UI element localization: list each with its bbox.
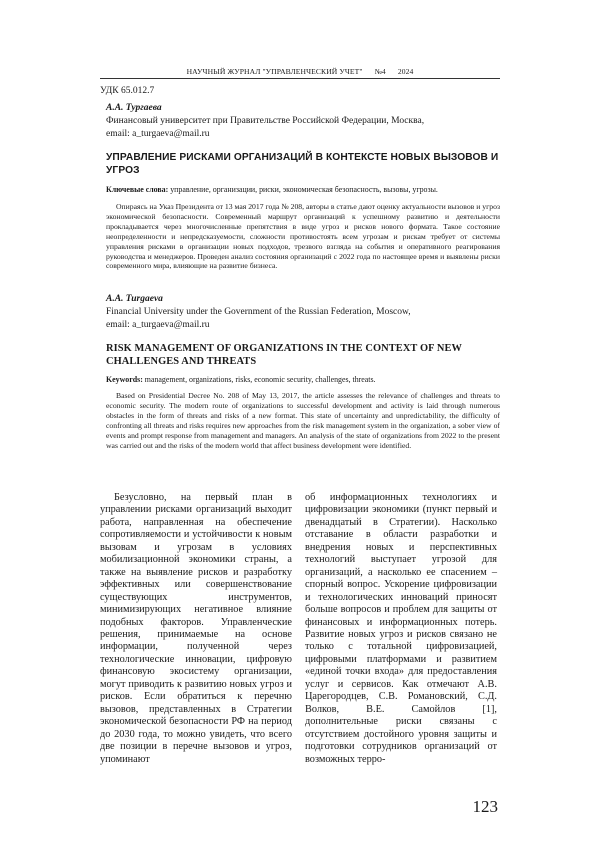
abstract-en: Based on Presidential Decree No. 208 of May 13, 2017, the article assesses the relevance of challenges and threats to economic security. The modern route of organizations to successful development and activity is laid through numerous obstacles in the form of threats and risks of a new format. This state of uncertainty and unpredictability, the difficulty of confronting all threats and risks requires new approaches from the risk management system in the organization, a sober view of events and prompt response from management and managers. An analysis of the state of organizations from 2022 to the present was carried out and the risks of the modern world that affect business development were identified.	[106, 391, 500, 450]
affiliation-ru-text: Финансовый университет при Правительстве Российской Федерации, Москва,	[106, 116, 425, 126]
email-en: email: a_turgaeva@mail.ru	[106, 319, 210, 330]
keywords-en-label: Keywords:	[106, 375, 143, 384]
body-left-paragraph: Безусловно, на первый план в управлении рисками организаций выходит работа, направленная на обеспечение сопротивляемости и устойчивости к новым вызовам и угрозам в условиях мобилизационной экономики страны, а также на выявление рисков и разработку эффективных или совершенствование существующих инструментов, минимизирующих негативное влияние подобных факторов. Управленческие решения, принимаемые на основе информации, полученной через технологические инновации, цифровую финансовую экосистему организации, могут приводить к развитию новых угроз и рисков. Если обратиться к перечню вызовов, представленных в Стратегии экономической безопасности РФ на период до 2030 года, то можно увидеть, что всего две позиции в перечне вызовов и угроз, упоминают	[100, 492, 292, 765]
keywords-en-text: management, organizations, risks, economic security, challenges, threats.	[142, 375, 376, 384]
keywords-ru	[106, 185, 500, 195]
author-ru: А.А. Тургаева	[106, 103, 162, 113]
body-column-left	[100, 492, 292, 766]
issue-number: №4	[374, 67, 386, 76]
affiliation-en-text: Financial University under the Government of the Russian Federation, Moscow,	[106, 307, 411, 317]
affiliation-en	[106, 306, 500, 331]
keywords-ru-text: управление, организации, риски, экономическая безопасность, вызовы, угрозы.	[168, 185, 438, 194]
header-rule	[100, 78, 500, 79]
running-header	[100, 67, 500, 76]
keywords-ru-label: Ключевые слова:	[106, 185, 169, 194]
affiliation-ru	[106, 115, 500, 140]
body-right-paragraph: об информационных технологиях и цифровизации экономики (пункт первый и двенадцатый в Стратегии). Насколько отставание в области разработки и внедрения новых и перспективных технологий выступает угрозой для организаций, а насколько ее спасением – спорный вопрос. Ускорение цифровизации и технологических инноваций приносят больше вопросов и проблем для защиты от финансовых и информационных потерь. Развитие новых угроз и рисков связано не только с тотальной цифровизацией, цифровыми платформами и развитием «единой точки входа» для предоставления услуг и сервисов. Как отмечают А.В. Царегородцев, С.В. Романовский, С.Д. Волков, В.Е. Самойлов [1], дополнительные риски связаны с отсутствием достойного уровня защиты и подготовки сотрудников организаций от возможных терро-	[305, 492, 497, 765]
body-column-right	[305, 492, 497, 766]
article-title-en: RISK MANAGEMENT OF ORGANIZATIONS IN THE CONTEXT OF NEW CHALLENGES AND THREATS	[106, 343, 462, 367]
issue-year: 2024	[397, 67, 414, 76]
journal-name: НАУЧНЫЙ ЖУРНАЛ "УПРАВЛЕНЧЕСКИЙ УЧЕТ"	[186, 67, 363, 76]
page-number: 123	[472, 797, 498, 816]
author-en: A.A. Turgaeva	[106, 294, 163, 304]
abstract-ru: Опираясь на Указ Президента от 13 мая 2017 года № 208, авторы в статье дают оценку актуальности вызовов и угроз экономической безопасности. Современный маршрут организаций к успешному развитию и деятельности прокладывается через многочисленные препятствия в виде угроз и рисков нового формата. Такое состояние неопределенности и непредсказуемости, сложности противостоять всем угрозам и рискам требует от системы управления рисками в организации новых подходов, трезвого взгляда на события и оперативного реагирования руководства и менеджеров. Проведен анализ состояния организаций с 2022 года по настоящее время и выявлены риски современного мира, влияющие на развитие бизнеса.	[106, 202, 500, 271]
article-title-ru: УПРАВЛЕНИЕ РИСКАМИ ОРГАНИЗАЦИЙ В КОНТЕКСТЕ НОВЫХ ВЫЗОВОВ И УГРОЗ	[106, 152, 499, 176]
keywords-en	[106, 375, 500, 385]
udk-code: УДК 65.012.7	[100, 86, 155, 96]
email-ru: email: a_turgaeva@mail.ru	[106, 128, 210, 139]
